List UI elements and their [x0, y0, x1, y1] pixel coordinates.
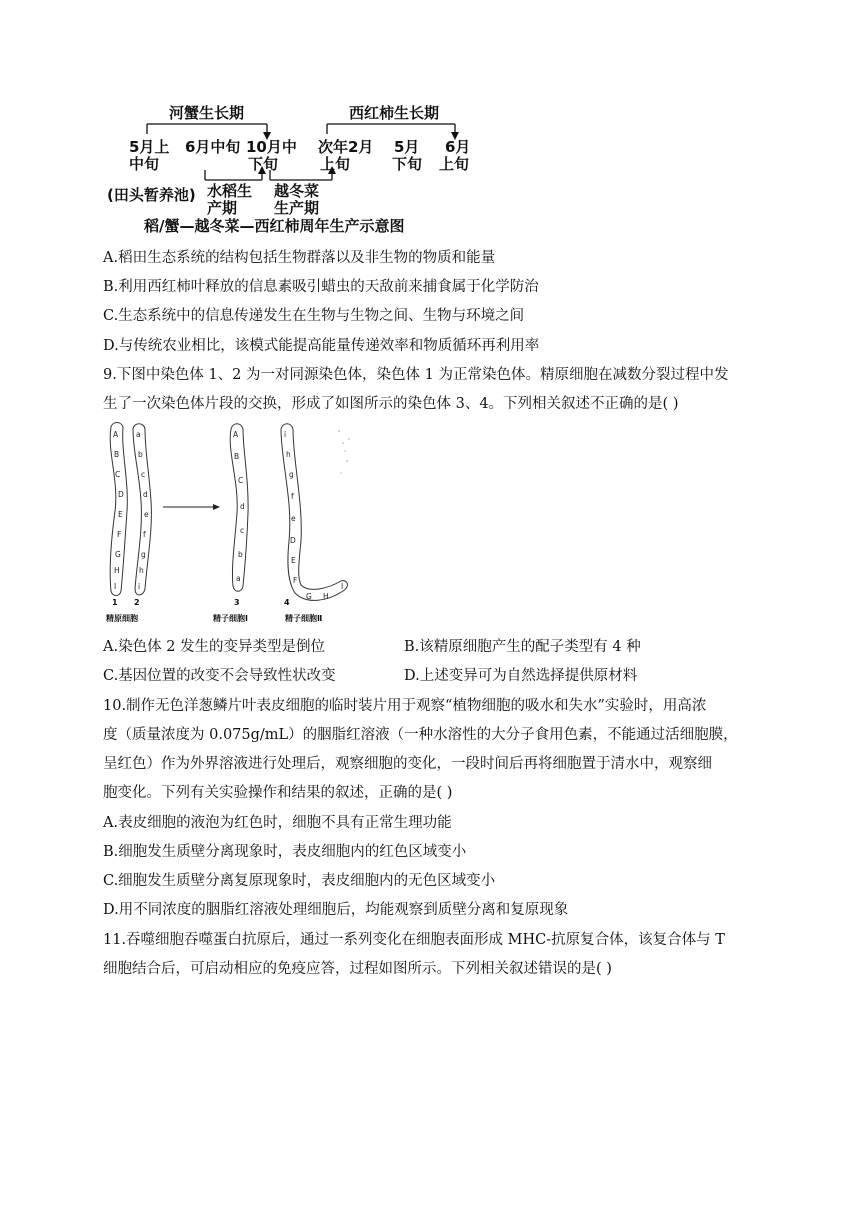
q9-stem-line-1: 9.下图中染色体 1、2 为一对同源染色体，染色体 1 为正常染色体。精原细胞在减数分裂过程中发: [103, 367, 729, 383]
veg-period-label-1: 越冬菜: [274, 182, 320, 200]
q9-stem-line-2: 生了一次染色体片段的交换，形成了如图所示的染色体 3、4。下列相关叙述不正确的是( ): [103, 396, 679, 412]
chromosome-4-gene-h: h: [286, 450, 291, 459]
tomato-period-label: 西红柿生长期: [349, 104, 440, 122]
q8-option-b: B.利用西红柿叶释放的信息素吸引蜡虫的天敌前来捕食属于化学防治: [103, 279, 539, 295]
chromosome-3-gene-d: d: [240, 502, 245, 511]
chromosome-2-gene-b: b: [138, 450, 143, 459]
caption-spermatogonium: 精原细胞: [106, 614, 138, 623]
q11-stem-line-2: 细胞结合后，可启动相应的免疫应答，过程如图所示。下列相关叙述错误的是( ): [103, 961, 612, 977]
q10-stem-line-3: 呈红色）作为外界溶液进行处理后，观察细胞的变化，一段时间后再将细胞置于清水中，观察细: [103, 756, 712, 772]
chromosome-1-gene-E: E: [118, 510, 123, 519]
chromosome-4-gene-g: g: [289, 470, 294, 479]
chromosome-2-gene-a: a: [136, 430, 141, 439]
chromosome-drawing: [103, 421, 363, 625]
chromosome-4-gene-E: E: [291, 556, 296, 565]
chromosome-4-gene-I: I: [341, 582, 344, 591]
veg-period-label-2: 生产期: [274, 199, 320, 217]
production-timeline-figure: [105, 96, 485, 236]
tick-feb-1: 次年2月: [318, 138, 374, 156]
q10-stem-line-2: 度（质量浓度为 0.075g/mL）的胭脂红溶液（一种水溶性的大分子食用色素，不能通过活细胞膜，: [103, 727, 738, 743]
chromosome-1-gene-B: B: [114, 450, 120, 459]
tick-jun2-2: 上旬: [439, 155, 470, 173]
chromosome-3-gene-C: C: [238, 476, 244, 485]
chromosome-1-number: 1: [112, 598, 118, 607]
chromosome-4-gene-G: G: [306, 592, 312, 601]
q10-option-b: B.细胞发生质壁分离现象时，表皮细胞内的红色区域变小: [103, 844, 467, 860]
q8-option-d: D.与传统农业相比，该模式能提高能量传递效率和物质循环再利用率: [103, 338, 540, 354]
rice-period-label-1: 水稻生: [207, 182, 253, 200]
q9-option-b: B.该精原细胞产生的配子类型有 4 种: [404, 639, 641, 655]
rice-period-label-2: 产期: [207, 199, 238, 217]
tick-may2-2: 下旬: [392, 155, 423, 173]
tick-may2-1: 5月: [394, 138, 420, 156]
q10-stem-line-4: 胞变化。下列有关实验操作和结果的叙述，正确的是( ): [103, 785, 453, 801]
q9-option-a: A.染色体 2 发生的变异类型是倒位: [103, 639, 326, 655]
q10-stem-line-1: 10.制作无色洋葱鳞片叶表皮细胞的临时装片用于观察“植物细胞的吸水和失水”实验时，用高浓: [103, 698, 707, 714]
chromosome-2-gene-c: c: [141, 470, 146, 479]
caption-sperm-cell-1: 精子细胞Ⅰ: [213, 614, 248, 623]
tick-may-2: 中旬: [129, 155, 160, 173]
chromosome-2-gene-h: h: [139, 566, 144, 575]
q9-option-d: D.上述变异可为自然选择提供原材料: [404, 668, 638, 684]
q10-option-a: A.表皮细胞的液泡为红色时，细胞不具有正常生理功能: [103, 815, 452, 831]
chromosome-4-gene-H: H: [323, 592, 329, 601]
q9-option-c: C.基因位置的改变不会导致性状改变: [103, 668, 336, 684]
chromosome-3-gene-a: a: [236, 574, 241, 583]
chromosome-1-gene-C: C: [115, 470, 121, 479]
tick-oct-2: 下旬: [248, 155, 279, 173]
tick-oct-1: 10月中: [246, 138, 297, 156]
tick-feb-2: 上旬: [320, 155, 351, 173]
chromosome-1-gene-G: G: [115, 550, 121, 559]
q8-option-a: A.稻田生态系统的结构包括生物群落以及非生物的物质和能量: [103, 250, 496, 266]
chromosome-figure: [103, 421, 363, 625]
chromosome-2-gene-d: d: [143, 490, 148, 499]
crab-period-label: 河蟹生长期: [169, 104, 245, 122]
chromosome-1-gene-I: I: [114, 582, 117, 591]
chromosome-1-gene-H: H: [114, 566, 120, 575]
chromosome-4-gene-D: D: [290, 536, 296, 545]
tick-jun-mid: 6月中旬: [185, 138, 241, 156]
chromosome-3-number: 3: [234, 598, 240, 607]
chromosome-2-gene-i: i: [138, 582, 141, 591]
chromosome-4-gene-f: f: [291, 492, 294, 501]
q8-option-c: C.生态系统中的信息传递发生在生物与生物之间、生物与环境之间: [103, 308, 525, 324]
chromosome-2-number: 2: [134, 598, 140, 607]
chromosome-1-gene-F: F: [117, 530, 122, 539]
q11-stem-line-1: 11.吞噬细胞吞噬蛋白抗原后，通过一系列变化在细胞表面形成 MHC-抗原复合体，该复合体与 T: [103, 932, 725, 948]
chromosome-3-gene-c: c: [240, 526, 245, 535]
q10-option-d: D.用不同浓度的胭脂红溶液处理细胞后，均能观察到质壁分离和复原现象: [103, 902, 569, 918]
pond-label: (田头暂养池): [107, 186, 196, 204]
chromosome-4-gene-e: e: [291, 514, 296, 523]
q10-option-c: C.细胞发生质壁分离复原现象时，表皮细胞内的无色区域变小: [103, 873, 496, 889]
chromosome-1-gene-A: A: [113, 430, 119, 439]
chromosome-4: [281, 424, 347, 601]
chromosome-1-gene-D: D: [118, 490, 124, 499]
chromosome-4-number: 4: [284, 598, 290, 607]
chromosome-4-gene-i: i: [284, 430, 287, 439]
figure-caption: 稻/蟹—越冬菜—西红柿周年生产示意图: [144, 217, 405, 235]
chromosome-3-gene-A: A: [233, 430, 239, 439]
chromosome-2-gene-e: e: [144, 510, 149, 519]
tick-jun2-1: 6月: [445, 138, 471, 156]
chromosome-2-gene-f: f: [143, 530, 146, 539]
tick-may-1: 5月上: [129, 138, 170, 156]
caption-sperm-cell-2: 精子细胞Ⅱ: [285, 614, 323, 623]
chromosome-2-gene-g: g: [141, 550, 146, 559]
chromosome-3-gene-b: b: [238, 550, 243, 559]
chromosome-3-gene-B: B: [234, 452, 240, 461]
chromosome-4-gene-F: F: [293, 576, 298, 585]
